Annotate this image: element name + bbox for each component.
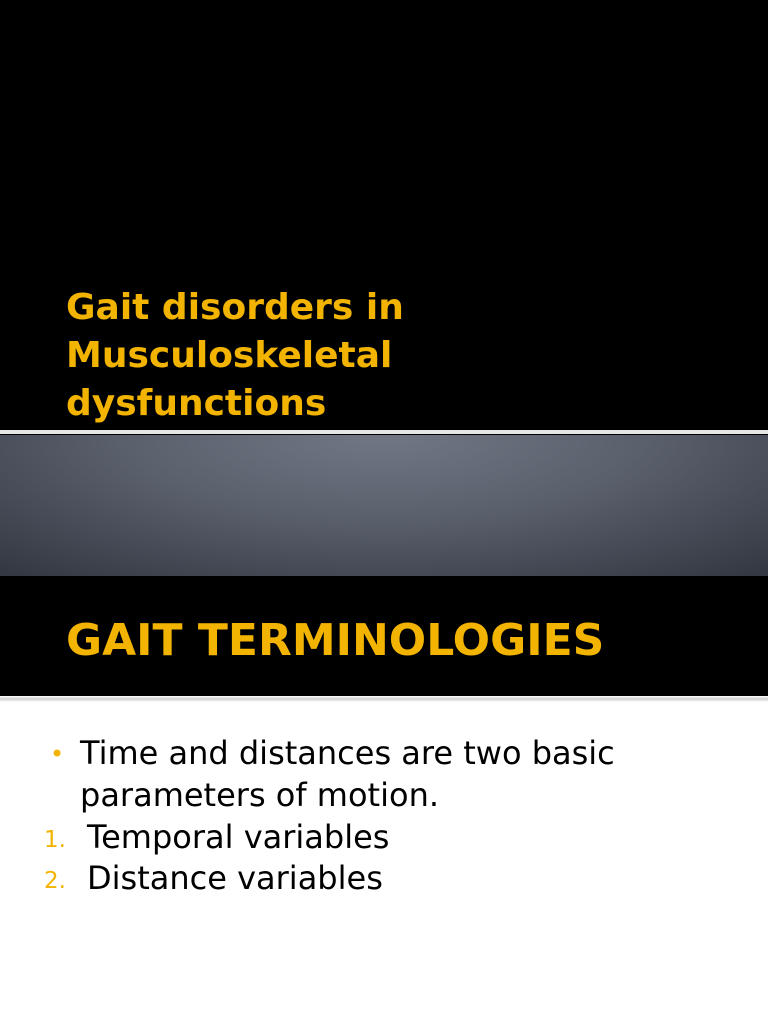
content-slide-title: GAIT TERMINOLOGIES — [66, 615, 605, 666]
title-line-3: dysfunctions — [66, 383, 327, 424]
numbered-item-text: Temporal variables — [87, 818, 390, 856]
title-slide-gradient-band — [0, 435, 768, 576]
bullet-dot-icon: • — [50, 740, 65, 768]
content-slide-header — [0, 576, 768, 696]
title-slide-heading — [66, 284, 726, 428]
numbered-item-marker: 2. — [44, 868, 66, 894]
numbered-item-marker: 1. — [44, 827, 66, 853]
title-line-2: Musculoskeletal — [66, 335, 393, 376]
title-slide-divider — [0, 430, 768, 434]
title-line-1: Gait disorders in — [66, 287, 404, 328]
numbered-item-text: Distance variables — [87, 859, 383, 897]
content-slide-body — [0, 702, 768, 1024]
title-slide — [0, 0, 768, 432]
bullet-text: Time and distances are two basic parameters of motion. — [80, 734, 615, 814]
